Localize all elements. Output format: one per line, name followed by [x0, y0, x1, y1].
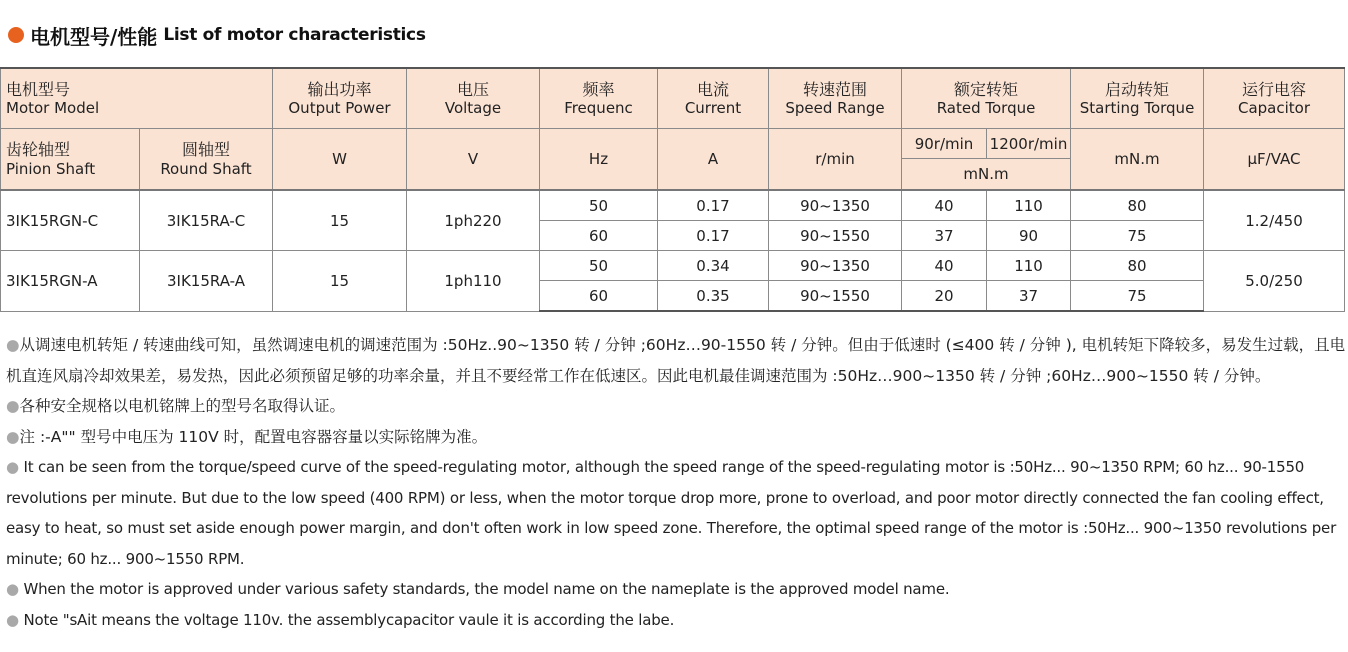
- torque-1200-value: 110: [987, 190, 1071, 221]
- note-en-speed: ● It can be seen from the torque/speed curve of the speed-regulating motor, although the speed range of the speed-regulating motor is :50Hz... 90~1350 RPM; 60 hz... 90-1550 revolutions per minute. But due to the low speed (400 RPM) or less, when the motor torque drop more, prone to overload, and poor motor directly connected the fan cooling effect, easy to heat, so must set aside enough power margin, and don't often work in low speed zone. Therefore, the optimal speed range of the motor is :50Hz... 900~1350 revolutions per minute; 60 hz... 900~1550 RPM.: [6, 458, 1337, 568]
- voltage-value: 1ph220: [407, 190, 540, 251]
- unit-capacitor: μF/VAC: [1204, 129, 1345, 191]
- unit-speed: r/min: [769, 129, 902, 191]
- unit-voltage: V: [407, 129, 540, 191]
- torque-1200-value: 110: [987, 251, 1071, 281]
- torque-90-value: 37: [902, 221, 987, 251]
- unit-torque-1200: 1200r/min: [987, 129, 1071, 159]
- pinion-model: 3IK15RGN-A: [1, 251, 140, 312]
- header-pinion-shaft: 齿轮轴型 Pinion Shaft: [1, 129, 140, 191]
- capacitor-value: 5.0/250: [1204, 251, 1345, 312]
- unit-torque-90: 90r/min: [902, 129, 987, 159]
- bullet-icon: ●: [6, 397, 20, 415]
- torque-90-value: 40: [902, 251, 987, 281]
- frequency-value: 50: [540, 190, 658, 221]
- voltage-value: 1ph110: [407, 251, 540, 312]
- torque-1200-value: 90: [987, 221, 1071, 251]
- unit-starting-torque: mN.m: [1071, 129, 1204, 191]
- torque-90-value: 40: [902, 190, 987, 221]
- speed-value: 90~1550: [769, 221, 902, 251]
- bullet-icon: ●: [6, 336, 20, 354]
- speed-value: 90~1350: [769, 190, 902, 221]
- current-value: 0.17: [658, 190, 769, 221]
- pinion-model: 3IK15RGN-C: [1, 190, 140, 251]
- note-en-voltage: ● Note "sAit means the voltage 110v. the assemblycapacitor vaule it is according the labe.: [6, 610, 675, 629]
- bullet-icon: ●: [6, 427, 20, 446]
- note-cn-speed: ●从调速电机转矩 / 转速曲线可知，虽然调速电机的调速范围为 :50Hz..90~1350 转 / 分钟 ;60Hz…90-1550 转 / 分钟。但由于低速时 (≤400 转 / 分钟 ), 电机转矩下降较多，易发生过载，且电机直连风扇冷却效果差，易发热，因此必须预留足够的功率余量，并且不要经常工作在低速区。因此电机最佳调速范围为 :50Hz…900~1350 转 / 分钟 ;60Hz…900~1550 转 / 分钟。: [6, 336, 1346, 385]
- starting-torque-value: 80: [1071, 190, 1204, 221]
- page-title: [8, 20, 426, 50]
- speed-value: 90~1550: [769, 281, 902, 312]
- header-output-power: 输出功率 Output Power: [273, 68, 407, 129]
- torque-90-value: 20: [902, 281, 987, 312]
- header-rated-torque: 额定转矩 Rated Torque: [902, 68, 1071, 129]
- header-capacitor: 运行电容 Capacitor: [1204, 68, 1345, 129]
- header-starting-torque: 启动转矩 Starting Torque: [1071, 68, 1204, 129]
- current-value: 0.34: [658, 251, 769, 281]
- starting-torque-value: 75: [1071, 221, 1204, 251]
- orange-bullet-icon: [8, 27, 24, 43]
- note-en-safety: ● When the motor is approved under various safety standards, the model name on the nameplate is the approved model name.: [6, 580, 950, 598]
- table-row: [1, 190, 1345, 221]
- header-round-shaft: 圆轴型 Round Shaft: [140, 129, 273, 191]
- round-model: 3IK15RA-A: [140, 251, 273, 312]
- unit-frequency: Hz: [540, 129, 658, 191]
- header-voltage: 电压 Voltage: [407, 68, 540, 129]
- motor-characteristics-table: [0, 67, 1345, 312]
- table-row: [1, 251, 1345, 281]
- current-value: 0.35: [658, 281, 769, 312]
- header-row-main: [1, 68, 1345, 129]
- header-current: 电流 Current: [658, 68, 769, 129]
- title-english: List of motor characteristics: [163, 25, 426, 45]
- unit-power: W: [273, 129, 407, 191]
- bullet-icon: ●: [6, 610, 19, 629]
- frequency-value: 50: [540, 251, 658, 281]
- output-power: 15: [273, 251, 407, 312]
- bullet-icon: ●: [6, 458, 19, 476]
- unit-rated-torque: mN.m: [902, 159, 1071, 191]
- frequency-value: 60: [540, 221, 658, 251]
- note-cn-safety: ●各种安全规格以电机铭牌上的型号名取得认证。: [6, 397, 346, 415]
- unit-current: A: [658, 129, 769, 191]
- starting-torque-value: 80: [1071, 251, 1204, 281]
- capacitor-value: 1.2/450: [1204, 190, 1345, 251]
- torque-1200-value: 37: [987, 281, 1071, 312]
- header-speed-range: 转速范围 Speed Range: [769, 68, 902, 129]
- starting-torque-value: 75: [1071, 281, 1204, 312]
- note-cn-voltage: ●注 :-A"" 型号中电压为 110V 时，配置电容器容量以实际铭牌为准。: [6, 427, 488, 446]
- header-motor-model: 电机型号 Motor Model: [1, 68, 273, 129]
- current-value: 0.17: [658, 221, 769, 251]
- title-chinese: 电机型号/性能: [30, 24, 158, 49]
- frequency-value: 60: [540, 281, 658, 312]
- speed-value: 90~1350: [769, 251, 902, 281]
- output-power: 15: [273, 190, 407, 251]
- notes-section: [6, 330, 1346, 635]
- bullet-icon: ●: [6, 580, 19, 598]
- header-row-units: [1, 129, 1345, 159]
- header-frequency: 频率 Frequenc: [540, 68, 658, 129]
- round-model: 3IK15RA-C: [140, 190, 273, 251]
